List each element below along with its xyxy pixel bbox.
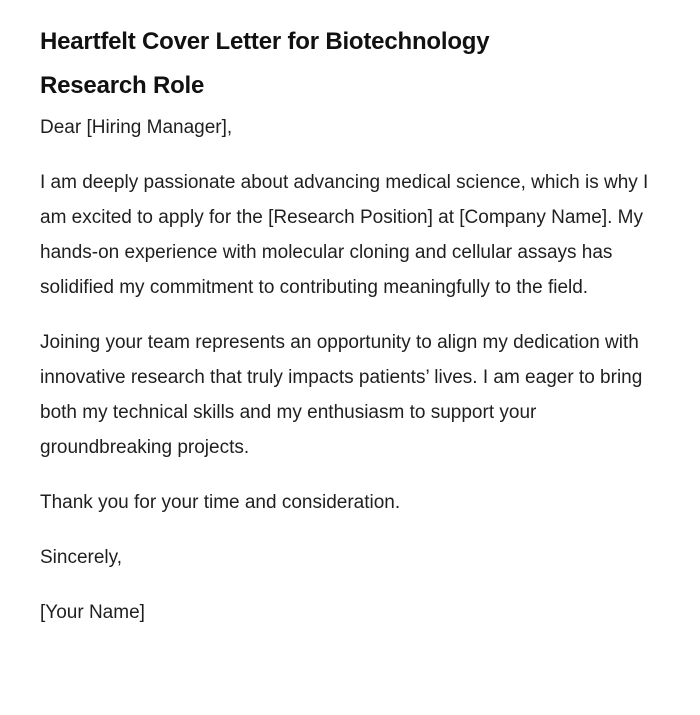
- signature: [Your Name]: [40, 602, 145, 623]
- closing: Sincerely,: [40, 547, 123, 568]
- body-paragraph-1: I am deeply passionate about advancing medical science, which is why I am excited to apply for the [Research Position] at [Company Name]. My hands-on experience with molecular cloning and cellular assays has solidified my commitment to contributing meaningfully to the field.: [40, 172, 649, 298]
- document-title: Heartfelt Cover Letter for Biotechnology Research Role: [40, 28, 490, 99]
- body-paragraph-2: Joining your team represents an opportunity to align my dedication with innovative research that truly impacts patients’ lives. I am eager to bring both my technical skills and my enthusiasm to support your groundbreaking projects.: [40, 332, 643, 458]
- salutation: Dear [Hiring Manager],: [40, 117, 233, 138]
- thank-you-line: Thank you for your time and consideration.: [40, 492, 401, 513]
